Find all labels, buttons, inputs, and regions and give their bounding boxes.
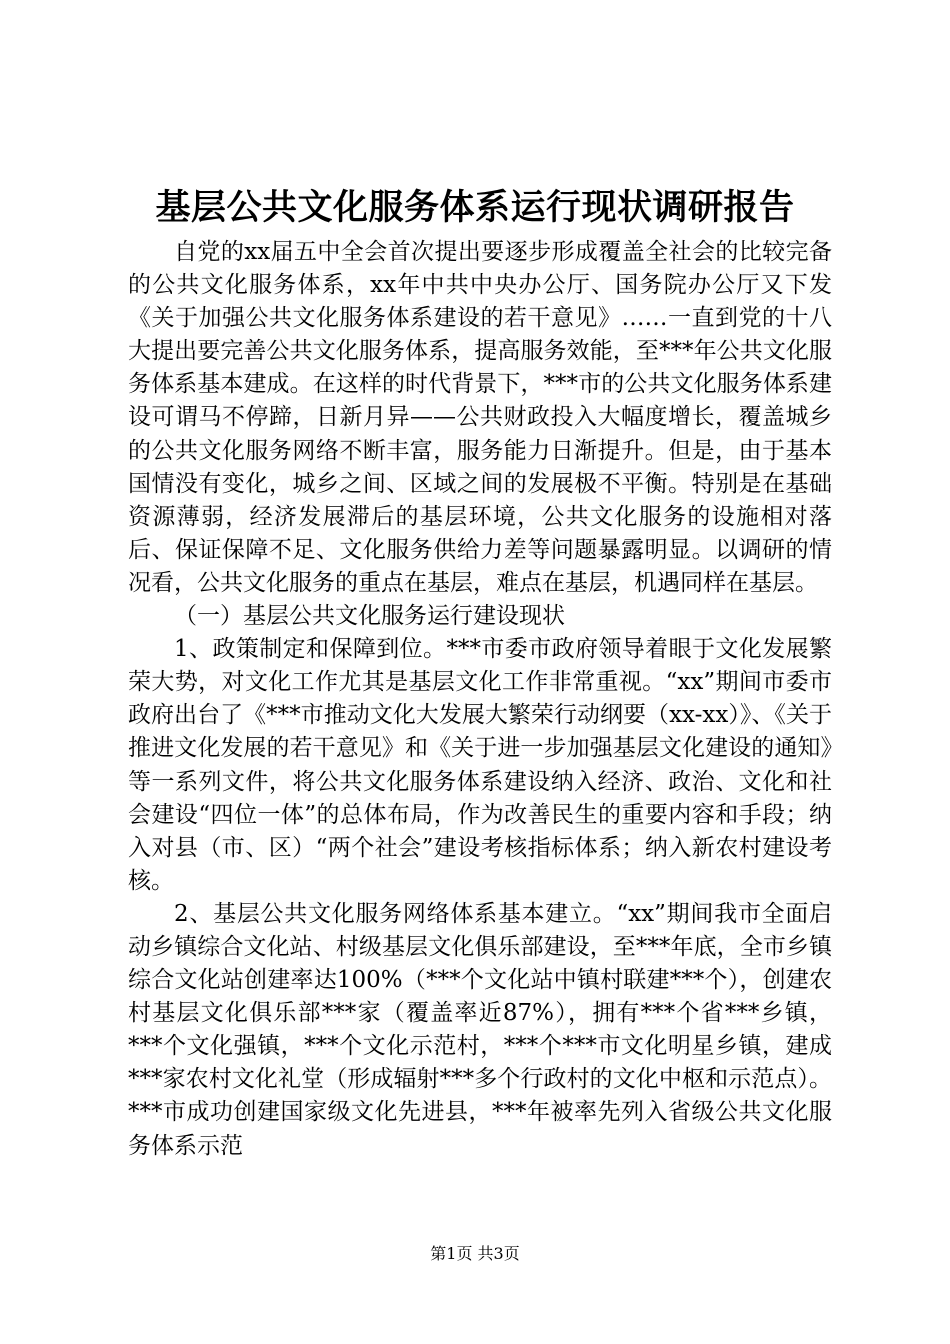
intro-paragraph: 自党的xx届五中全会首次提出要逐步形成覆盖全社会的比较完备的公共文化服务体系，xx年中共中央办公厅、国务院办公厅又下发《关于加强公共文化服务体系建设的若干意见》……一直到党的十八大提出要完善公共文化服务体系，提高服务效能，至***年公共文化服务体系基本建成。在这样的时代背景下，***市的公共文化服务体系建设可谓马不停蹄，日新月异——公共财政投入大幅度增长，覆盖城乡的公共文化服务网络不断丰富，服务能力日渐提升。但是，由于基本国情没有变化，城乡之间、区域之间的发展极不平衡。特别是在基础资源薄弱，经济发展滞后的基层环境，公共文化服务的设施相对落后、保证保障不足、文化服务供给力差等问题暴露明显。以调研的情况看，公共文化服务的重点在基层，难点在基层，机遇同样在基层。: [128, 239, 832, 596]
body-paragraph: 1、政策制定和保障到位。***市委市政府领导着眼于文化发展繁荣大势，对文化工作尤其是基层文化工作非常重视。“xx”期间市委市政府出台了《***市推动文化大发展大繁荣行动纲要（xx-xx）》、《关于推进文化发展的若干意见》和《关于进一步加强基层文化建设的通知》等一系列文件，将公共文化服务体系建设纳入经济、政治、文化和社会建设“四位一体”的总体布局，作为改善民生的重要内容和手段；纳入对县（市、区）“两个社会”建设考核指标体系；纳入新农村建设考核。: [128, 636, 832, 894]
body-paragraph: 2、基层公共文化服务网络体系基本建立。“xx”期间我市全面启动乡镇综合文化站、村级基层文化俱乐部建设，至***年底，全市乡镇综合文化站创建率达100%（***个文化站中镇村联建***个），创建农村基层文化俱乐部***家（覆盖率近87%），拥有***个省***乡镇，***个文化强镇，***个文化示范村，***个***市文化明星乡镇，建成***家农村文化礼堂（形成辐射***多个行政村的文化中枢和示范点）。***市成功创建国家级文化先进县，***年被率先列入省级公共文化服务体系示范: [128, 900, 832, 1159]
document-title: 基层公共文化服务体系运行现状调研报告: [155, 187, 795, 228]
section-heading: （一）基层公共文化服务运行建设现状: [174, 603, 565, 630]
document-body: [128, 236, 832, 1163]
page-number-footer: 第1页 共3页: [430, 1244, 520, 1263]
